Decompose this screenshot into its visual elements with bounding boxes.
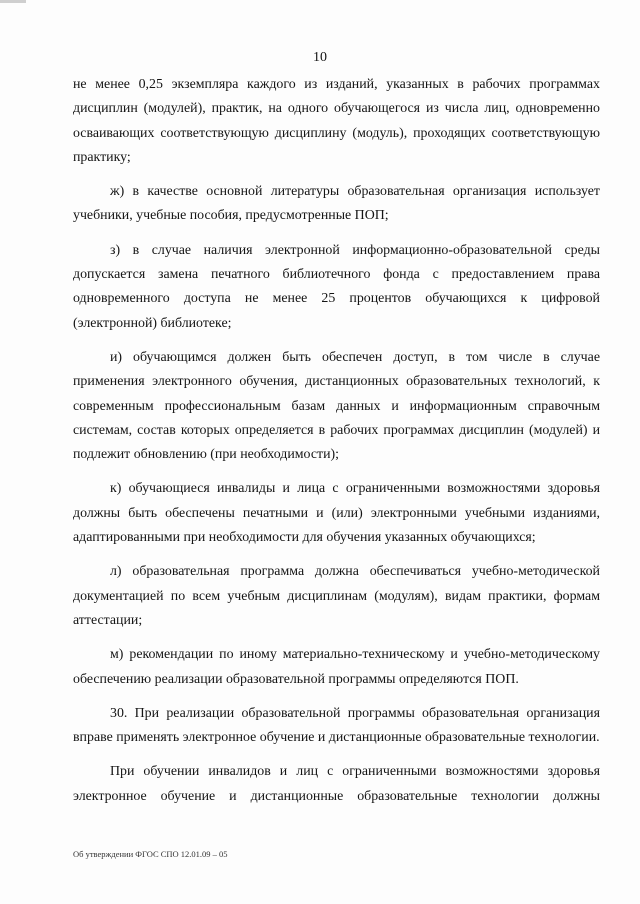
document-body xyxy=(73,73,600,819)
document-footer: Об утверждении ФГОС СПО 12.01.09 – 05 xyxy=(73,849,228,859)
paragraph-item-zh: ж) в качестве основной литературы образовательная организация использует учебники, учебные пособия, предусмотренные ПОП; xyxy=(73,184,600,224)
page-number: 10 xyxy=(313,50,327,65)
paragraph-item-k: к) обучающиеся инвалиды и лица с ограниченными возможностями здоровья должны быть обеспечены печатными и (или) электронными учебными изданиями, адаптированными при необходимости для обучения указанных обучающихся; xyxy=(73,481,600,546)
paragraph-item-l: л) образовательная программа должна обеспечиваться учебно-методической документацией по всем учебным дисциплинам (модулям), видам практики, формам аттестации; xyxy=(73,564,600,628)
paragraph-continuation: не менее 0,25 экземпляра каждого из изданий, указанных в рабочих программах дисциплин (модулей), практик, на одного обучающегося из числа лиц, одновременно осваивающих соответствующую дисциплину (модуль), проходящих соответствующую практику; xyxy=(73,77,600,165)
scan-corner-mark xyxy=(0,0,26,3)
paragraph-item-z: з) в случае наличия электронной информационно-образовательной среды допускается замена печатного библиотечного фонда с предоставлением права одновременного доступа не менее 25 процентов обучающихся к цифровой (электронной) библиотеке; xyxy=(73,242,600,331)
paragraph-disabled-learners: При обучении инвалидов и лиц с ограниченными возможностями здоровья электронное обучение и дистанционные образовательные технологии должны xyxy=(73,764,600,804)
paragraph-item-i: и) обучающимся должен быть обеспечен доступ, в том числе в случае применения электронного обучения, дистанционных образовательных технологий, к современным профессиональным базам данных и информационным справочным системам, состав которых определяется в рабочих программах дисциплин (модулей) и подлежит обновлению (при необходимости); xyxy=(73,349,600,463)
paragraph-item-m: м) рекомендации по иному материально-техническому и учебно-методическому обеспечению реализации образовательной программы определяются ПОП. xyxy=(73,647,600,687)
paragraph-section-30: 30. При реализации образовательной программы образовательная организация вправе применять электронное обучение и дистанционные образовательные технологии. xyxy=(73,705,600,746)
